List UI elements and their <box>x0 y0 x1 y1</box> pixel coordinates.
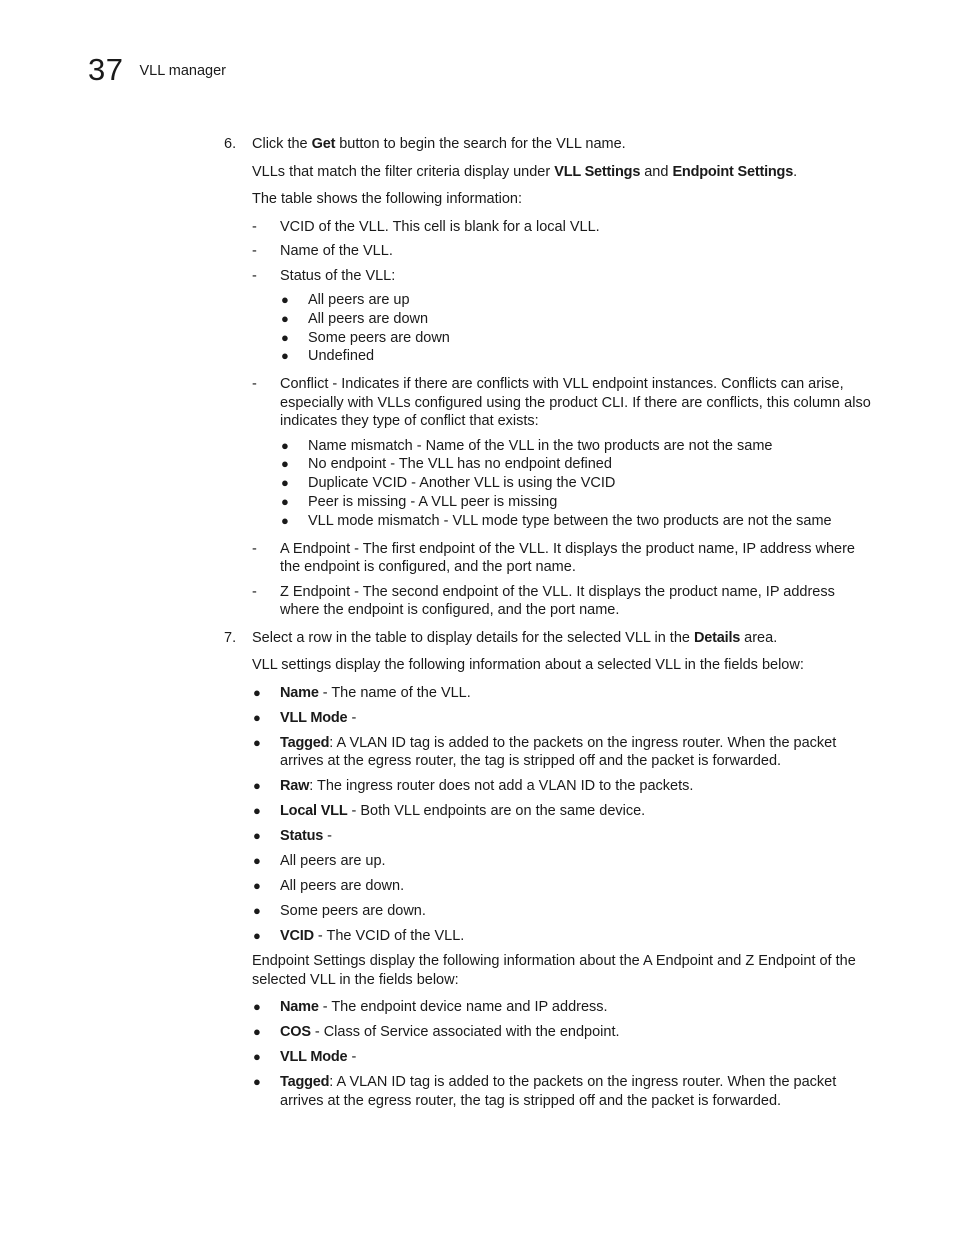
paragraph-text: . <box>793 163 798 180</box>
list-item <box>281 512 872 531</box>
vll-settings-intro: VLL settings display the following information about a selected VLL in the fields below: <box>252 657 804 674</box>
list-item <box>222 1048 872 1067</box>
bullet-icon: ● <box>281 310 289 326</box>
list-item <box>222 709 872 728</box>
dash-item-text: Name of the VLL. <box>280 243 393 259</box>
bullet-icon: ● <box>281 494 289 510</box>
bullet-icon: ● <box>281 437 289 453</box>
list-item-text: No endpoint - The VLL has no endpoint defined <box>308 456 612 473</box>
paragraph-text: VLLs that match the filter criteria display under <box>252 163 555 180</box>
field-description: - Both VLL endpoints are on the same device. <box>347 803 646 820</box>
dash-marker: - <box>252 376 257 393</box>
list-item <box>222 852 872 871</box>
list-item <box>281 455 872 474</box>
dash-item-status <box>222 267 872 286</box>
list-item-text: Peer is missing - A VLL peer is missing <box>308 494 558 511</box>
field-description: Some peers are down. <box>280 903 426 920</box>
bullet-icon: ● <box>281 292 289 307</box>
list-item <box>222 998 872 1017</box>
chapter-number: 37 <box>88 52 124 87</box>
paragraph-text: and <box>640 163 673 180</box>
step-text: Click the <box>252 136 312 152</box>
list-item <box>222 777 872 796</box>
list-item <box>222 877 872 896</box>
dash-marker: - <box>252 267 257 284</box>
list-item <box>222 1023 872 1042</box>
list-item-text: Undefined <box>308 348 375 365</box>
bullet-icon: ● <box>253 734 261 750</box>
match-paragraph <box>222 163 872 182</box>
field-name: VLL Mode <box>280 709 348 726</box>
field-name: Raw <box>280 778 310 795</box>
bullet-icon: ● <box>253 1049 261 1065</box>
table-intro: The table shows the following information: <box>252 191 523 207</box>
details-area-ref: Details <box>693 629 741 646</box>
field-description: - The name of the VLL. <box>318 684 471 701</box>
field-description: - <box>323 828 332 845</box>
field-description: - The VCID of the VLL. <box>313 928 465 945</box>
step-7 <box>222 629 872 648</box>
get-button-ref: Get <box>311 136 336 152</box>
field-name: Name <box>280 684 319 701</box>
dash-marker: - <box>252 583 257 600</box>
field-name: Tagged <box>280 1074 330 1091</box>
field-description: : A VLAN ID tag is added to the packets on the ingress router. When the packet arrives at the egress router, the tag is stripped off and the packet is forwarded. <box>280 1074 837 1109</box>
dash-item-name <box>222 242 872 261</box>
bullet-icon: ● <box>253 999 261 1015</box>
field-description: All peers are down. <box>280 878 405 895</box>
list-item <box>281 493 872 512</box>
bullet-icon: ● <box>253 684 261 700</box>
field-name: COS <box>280 1024 311 1041</box>
field-description: - <box>347 1049 357 1066</box>
conflict-list <box>222 437 872 531</box>
field-description: - <box>347 709 357 726</box>
list-item <box>281 474 872 493</box>
bullet-icon: ● <box>281 348 289 364</box>
dash-marker: - <box>252 218 257 235</box>
dash-item-text: VCID of the VLL. This cell is blank for a local VLL. <box>280 218 600 235</box>
bullet-icon: ● <box>281 456 289 472</box>
vll-settings-ref: VLL Settings <box>554 163 641 180</box>
field-name: Name <box>280 999 319 1016</box>
step-6 <box>222 135 872 154</box>
field-description: All peers are up. <box>280 853 386 870</box>
list-item <box>222 827 872 846</box>
list-item <box>222 734 872 771</box>
step-number: 6. <box>224 136 237 152</box>
dash-marker: - <box>252 540 257 557</box>
dash-item-a-endpoint <box>222 540 872 577</box>
step-number: 7. <box>224 629 237 646</box>
bullet-icon: ● <box>253 853 261 869</box>
chapter-title: VLL manager <box>139 63 227 79</box>
list-item-text: Name mismatch - Name of the VLL in the two products are not the same <box>308 437 773 454</box>
bullet-icon: ● <box>253 1074 261 1090</box>
field-description: - The endpoint device name and IP address. <box>318 999 608 1016</box>
field-description: - Class of Service associated with the endpoint. <box>310 1024 620 1041</box>
list-item-text: Duplicate VCID - Another VLL is using the VCID <box>308 475 616 492</box>
bullet-icon: ● <box>253 903 261 919</box>
dash-marker: - <box>252 243 257 259</box>
list-item <box>281 347 872 366</box>
dash-item-text: Status of the VLL: <box>280 267 396 284</box>
list-item <box>222 1073 872 1110</box>
bullet-icon: ● <box>253 778 261 794</box>
field-name: Local VLL <box>280 803 348 820</box>
bullet-icon: ● <box>253 928 261 944</box>
dash-item-text: A Endpoint - The first endpoint of the VLL. It displays the product name, IP address where the endpoint is configured, and the port name. <box>280 540 855 576</box>
step-text: area. <box>740 629 778 646</box>
dash-item-text: Z Endpoint - The second endpoint of the VLL. It displays the product name, IP address where the endpoint is configured, and the port name. <box>280 583 835 619</box>
list-item <box>222 684 872 703</box>
bullet-icon: ● <box>281 329 289 345</box>
bullet-icon: ● <box>253 878 261 894</box>
dash-item-text: Conflict - Indicates if there are conflicts with VLL endpoint instances. Conflicts can arise, especially with VLLs configured using the product CLI. If there are conflicts, this column also indicates they type of conflict that exists: <box>280 376 871 430</box>
endpoint-settings-intro: Endpoint Settings display the following information about the A Endpoint and Z Endpoint of the selected VLL in the fields below: <box>252 953 856 988</box>
step-text: button to begin the search for the VLL name. <box>335 136 626 152</box>
field-name: Tagged <box>280 734 330 751</box>
bullet-icon: ● <box>253 709 261 725</box>
field-description: : The ingress router does not add a VLAN ID to the packets. <box>309 778 694 795</box>
step-text: Select a row in the table to display details for the selected VLL in the <box>252 629 694 646</box>
list-item <box>222 902 872 921</box>
list-item <box>281 329 872 348</box>
list-item-text: All peers are down <box>308 310 429 327</box>
field-name: Status <box>280 828 324 845</box>
status-list <box>222 291 872 366</box>
bullet-icon: ● <box>253 828 261 844</box>
bullet-icon: ● <box>253 803 261 819</box>
dash-item-conflict <box>222 375 872 431</box>
list-item-text: VLL mode mismatch - VLL mode type between the two products are not the same <box>308 512 832 529</box>
list-item-text: Some peers are down <box>308 329 450 346</box>
endpoint-settings-ref: Endpoint Settings <box>672 163 794 180</box>
list-item <box>281 437 872 456</box>
list-item <box>222 927 872 946</box>
list-item <box>222 802 872 821</box>
bullet-icon: ● <box>281 512 289 528</box>
field-name: VLL Mode <box>280 1049 348 1066</box>
page-header <box>88 52 226 88</box>
list-item-text: All peers are up <box>308 292 410 308</box>
list-item <box>281 310 872 329</box>
field-name: VCID <box>280 928 314 945</box>
list-item <box>281 291 872 310</box>
document-body <box>222 135 872 1117</box>
bullet-icon: ● <box>281 475 289 491</box>
dash-item-vcid <box>222 218 872 237</box>
bullet-icon: ● <box>253 1024 261 1040</box>
dash-item-z-endpoint <box>222 583 872 620</box>
field-description: : A VLAN ID tag is added to the packets on the ingress router. When the packet arrives at the egress router, the tag is stripped off and the packet is forwarded. <box>280 734 837 770</box>
